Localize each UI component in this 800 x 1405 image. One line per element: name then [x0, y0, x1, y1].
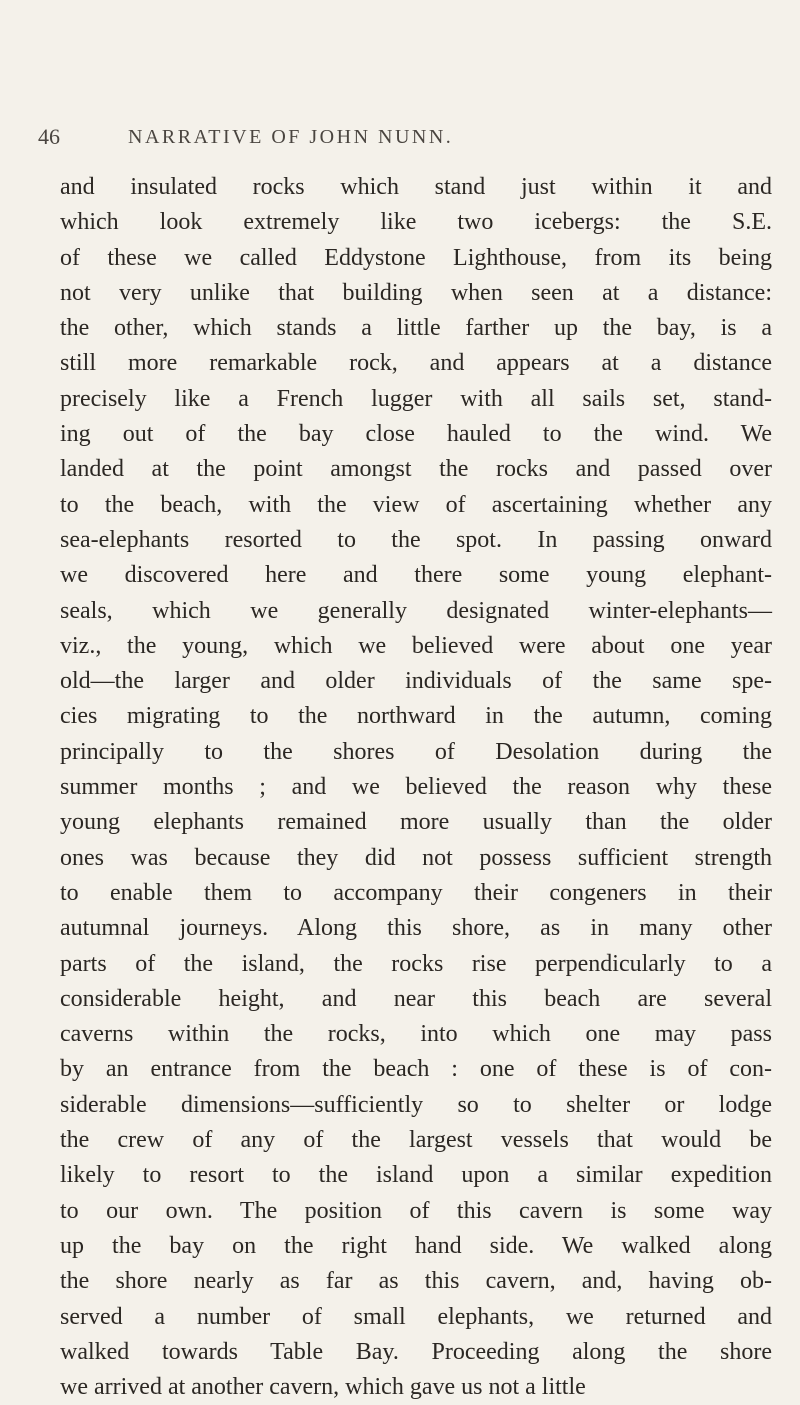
- text-line: which look extremely like two icebergs: the S.E.: [60, 209, 772, 236]
- text-line: parts of the island, the rocks rise perpendicularly to a: [60, 950, 772, 977]
- text-line: young elephants remained more usually than the older: [60, 809, 772, 836]
- text-line: still more remarkable rock, and appears at a distance: [60, 350, 772, 377]
- text-line: old—the larger and older individuals of the same spe-: [60, 668, 772, 695]
- text-line: summer months ; and we believed the reason why these: [60, 774, 772, 801]
- text-line: served a number of small elephants, we returned and: [60, 1303, 772, 1330]
- text-line: the other, which stands a little farther up the bay, is a: [60, 315, 772, 342]
- text-line: to enable them to accompany their congeners in their: [60, 879, 772, 906]
- text-line: ones was because they did not possess sufficient strength: [60, 844, 772, 871]
- text-line: likely to resort to the island upon a similar expedition: [60, 1162, 772, 1189]
- page-number: 46: [38, 124, 60, 149]
- text-line: principally to the shores of Desolation during the: [60, 738, 772, 765]
- running-head: [38, 124, 768, 154]
- text-line: the shore nearly as far as this cavern, and, having ob-: [60, 1268, 772, 1295]
- text-line: landed at the point amongst the rocks and passed over: [60, 456, 772, 483]
- text-line: caverns within the rocks, into which one may pass: [60, 1021, 772, 1048]
- text-line: walked towards Table Bay. Proceeding along the shore: [60, 1338, 772, 1365]
- text-line: to our own. The position of this cavern is some way: [60, 1197, 772, 1224]
- text-line: up the bay on the right hand side. We walked along: [60, 1232, 772, 1259]
- text-line: and insulated rocks which stand just within it and: [60, 174, 772, 200]
- text-line: seals, which we generally designated winter-elephants—: [60, 597, 772, 624]
- text-line: viz., the young, which we believed were about one year: [60, 632, 772, 659]
- text-line: considerable height, and near this beach are several: [60, 985, 772, 1012]
- text-line: cies migrating to the northward in the autumn, coming: [60, 703, 772, 730]
- text-line: we arrived at another cavern, which gave us not a little: [60, 1374, 586, 1401]
- text-line: siderable dimensions—sufficiently so to shelter or lodge: [60, 1091, 772, 1118]
- text-line: of these we called Eddystone Lighthouse, from its being: [60, 244, 772, 271]
- text-line: by an entrance from the beach : one of these is of con-: [60, 1056, 772, 1083]
- text-line: autumnal journeys. Along this shore, as in many other: [60, 915, 772, 942]
- text-line: sea-elephants resorted to the spot. In passing onward: [60, 526, 772, 553]
- text-line: precisely like a French lugger with all sails set, stand-: [60, 385, 772, 412]
- text-line: to the beach, with the view of ascertaining whether any: [60, 491, 772, 518]
- running-title: NARRATIVE OF JOHN NUNN.: [128, 126, 454, 148]
- text-line: not very unlike that building when seen at a distance:: [60, 279, 772, 306]
- body-text: [60, 170, 772, 1405]
- text-line: the crew of any of the largest vessels that would be: [60, 1127, 772, 1154]
- text-line: we discovered here and there some young elephant-: [60, 562, 772, 589]
- text-line: ing out of the bay close hauled to the wind. We: [60, 421, 772, 448]
